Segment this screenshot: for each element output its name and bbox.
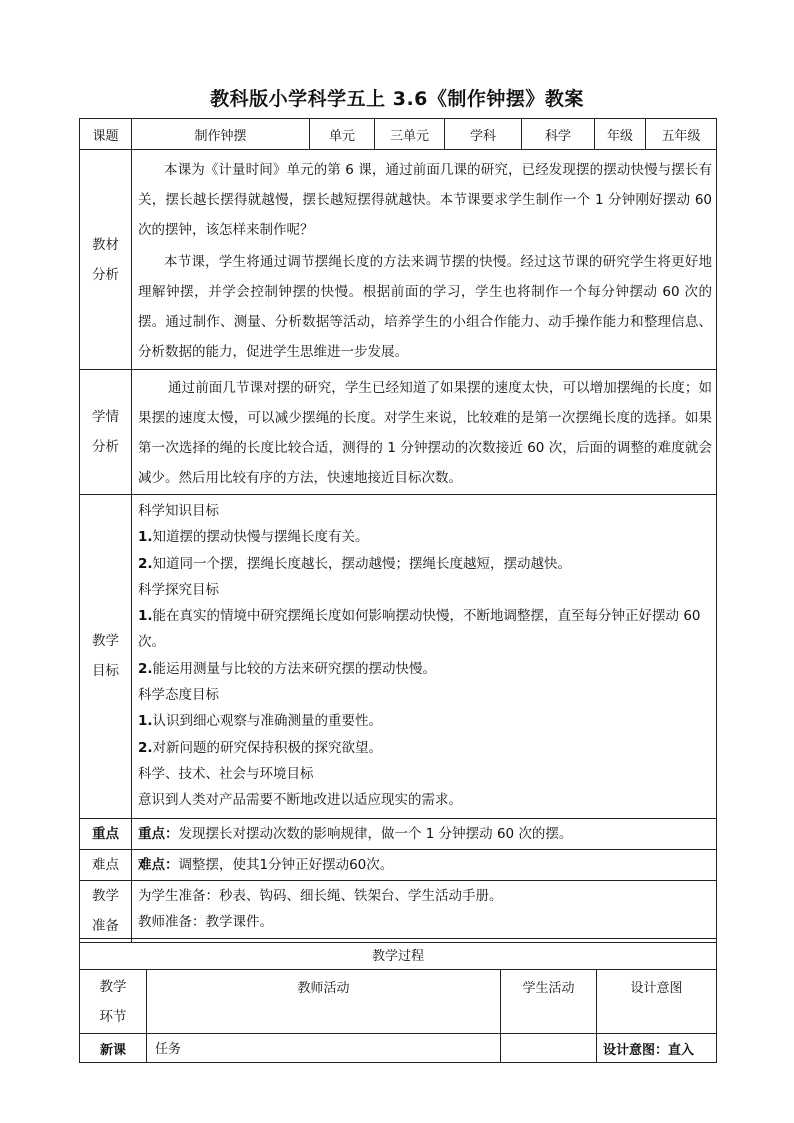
unit-value: 三单元 [375, 119, 445, 150]
material-analysis-label: 教材 分析 [80, 150, 132, 370]
sts-goals-title: 科学、技术、社会与环境目标 [138, 765, 314, 782]
teacher-activity-header: 教师活动 [147, 970, 501, 1034]
header-row [80, 119, 717, 150]
stage-cell: 新课 [80, 1034, 147, 1063]
knowledge-goal-1: 1.知道摆的摆动快慢与摆绳长度有关。 [138, 529, 369, 546]
process-title-row [80, 939, 717, 970]
key-point-row [80, 818, 717, 849]
inquiry-goals-title: 科学探究目标 [138, 581, 219, 598]
attitude-goal-2: 2.对新问题的研究保持积极的探究欲望。 [138, 739, 383, 756]
knowledge-goals-title: 科学知识目标 [138, 503, 219, 519]
stage-column-header: 教学 环节 [80, 970, 147, 1034]
student-analysis-row [80, 370, 717, 495]
inquiry-goal-1: 1.能在真实的情境中研究摆绳长度如何影响摆动快慢，不断地调整摆，直至每分钟正好摆动 60 次。 [138, 608, 701, 651]
teacher-preparation: 教师准备：教学课件。 [138, 913, 273, 930]
student-activity-header: 学生活动 [501, 970, 597, 1034]
topic-label: 课题 [80, 119, 132, 150]
teaching-process-table [79, 938, 717, 1063]
process-row [80, 1034, 717, 1063]
key-point-label: 重点 [80, 818, 132, 849]
teaching-goals-row [80, 495, 717, 819]
teacher-activity-cell: 任务 [147, 1034, 501, 1063]
preparation-content [132, 880, 717, 942]
preparation-label: 教学 准备 [80, 880, 132, 942]
grade-value: 五年级 [646, 119, 717, 150]
sts-goal: 意识到人类对产品需要不断地改进以适应现实的需求。 [138, 792, 462, 809]
difficulty-row [80, 849, 717, 880]
material-analysis-row [80, 150, 717, 370]
material-paragraph-1: 本课为《计量时间》单元的第 6 课，通过前面几课的研究，已经发现摆的摆动快慢与摆长有关，摆长越长摆得就越慢，摆长越短摆得就越快。本节课要求学生制作一个 1 分钟刚好摆动 60 次的摆钟，该怎样来制作呢？ [138, 161, 712, 238]
topic-value: 制作钟摆 [132, 119, 310, 150]
material-paragraph-2: 本节课，学生将通过调节摆绳长度的方法来调节摆的快慢。经过这节课的研究学生将更好地理解钟摆，并学会控制钟摆的快慢。根据前面的学习，学生也将制作一个每分钟摆动 60 次的摆。通过制作、测量、分析数据等活动，培养学生的小组合作能力、动手操作能力和整理信息、分析数据的能力，促进学生思维进一步发展。 [138, 253, 712, 360]
subject-label: 学科 [445, 119, 522, 150]
teaching-goals-content [132, 495, 717, 819]
grade-label: 年级 [595, 119, 646, 150]
process-header-row [80, 970, 717, 1034]
teaching-goals-label: 教学 目标 [80, 495, 132, 819]
knowledge-goal-2: 2.知道同一个摆，摆绳长度越长，摆动越慢；摆绳长度越短，摆动越快。 [138, 555, 572, 572]
student-analysis-content [132, 370, 717, 495]
key-point-content: 重点：发现摆长对摆动次数的影响规律，做一个 1 分钟摆动 60 次的摆。 [132, 818, 717, 849]
student-preparation: 为学生准备：秒表、钩码、细长绳、铁架台、学生活动手册。 [138, 887, 503, 904]
design-intent-header: 设计意图 [597, 970, 717, 1034]
material-analysis-content [132, 150, 717, 370]
attitude-goals-title: 科学态度目标 [138, 687, 219, 704]
lesson-plan-table [79, 118, 717, 943]
document-title: 教科版小学科学五上 3.6《制作钟摆》教案 [210, 88, 584, 110]
difficulty-label: 难点 [80, 849, 132, 880]
student-activity-cell [501, 1034, 597, 1063]
attitude-goal-1: 1.认识到细心观察与准确测量的重要性。 [138, 713, 383, 730]
inquiry-goal-2: 2.能运用测量与比较的方法来研究摆的摆动快慢。 [138, 660, 437, 677]
design-intent-cell: 设计意图：直入 [597, 1034, 717, 1063]
difficulty-content: 难点：调整摆，使其1分钟正好摆动60次。 [132, 849, 717, 880]
unit-label: 单元 [310, 119, 375, 150]
subject-value: 科学 [522, 119, 595, 150]
student-paragraph: 通过前面几节课对摆的研究，学生已经知道了如果摆的速度太快，可以增加摆绳的长度；如果摆的速度太慢，可以减少摆绳的长度。对学生来说，比较难的是第一次摆绳长度的选择。如果第一次选择的绳的长度比较合适，测得的 1 分钟摆动的次数接近 60 次，后面的调整的难度就会减少。然后用比较有序的方法，快速地接近目标次数。 [138, 380, 712, 486]
process-title: 教学过程 [80, 939, 717, 970]
student-analysis-label: 学情 分析 [80, 370, 132, 495]
preparation-row [80, 880, 717, 942]
